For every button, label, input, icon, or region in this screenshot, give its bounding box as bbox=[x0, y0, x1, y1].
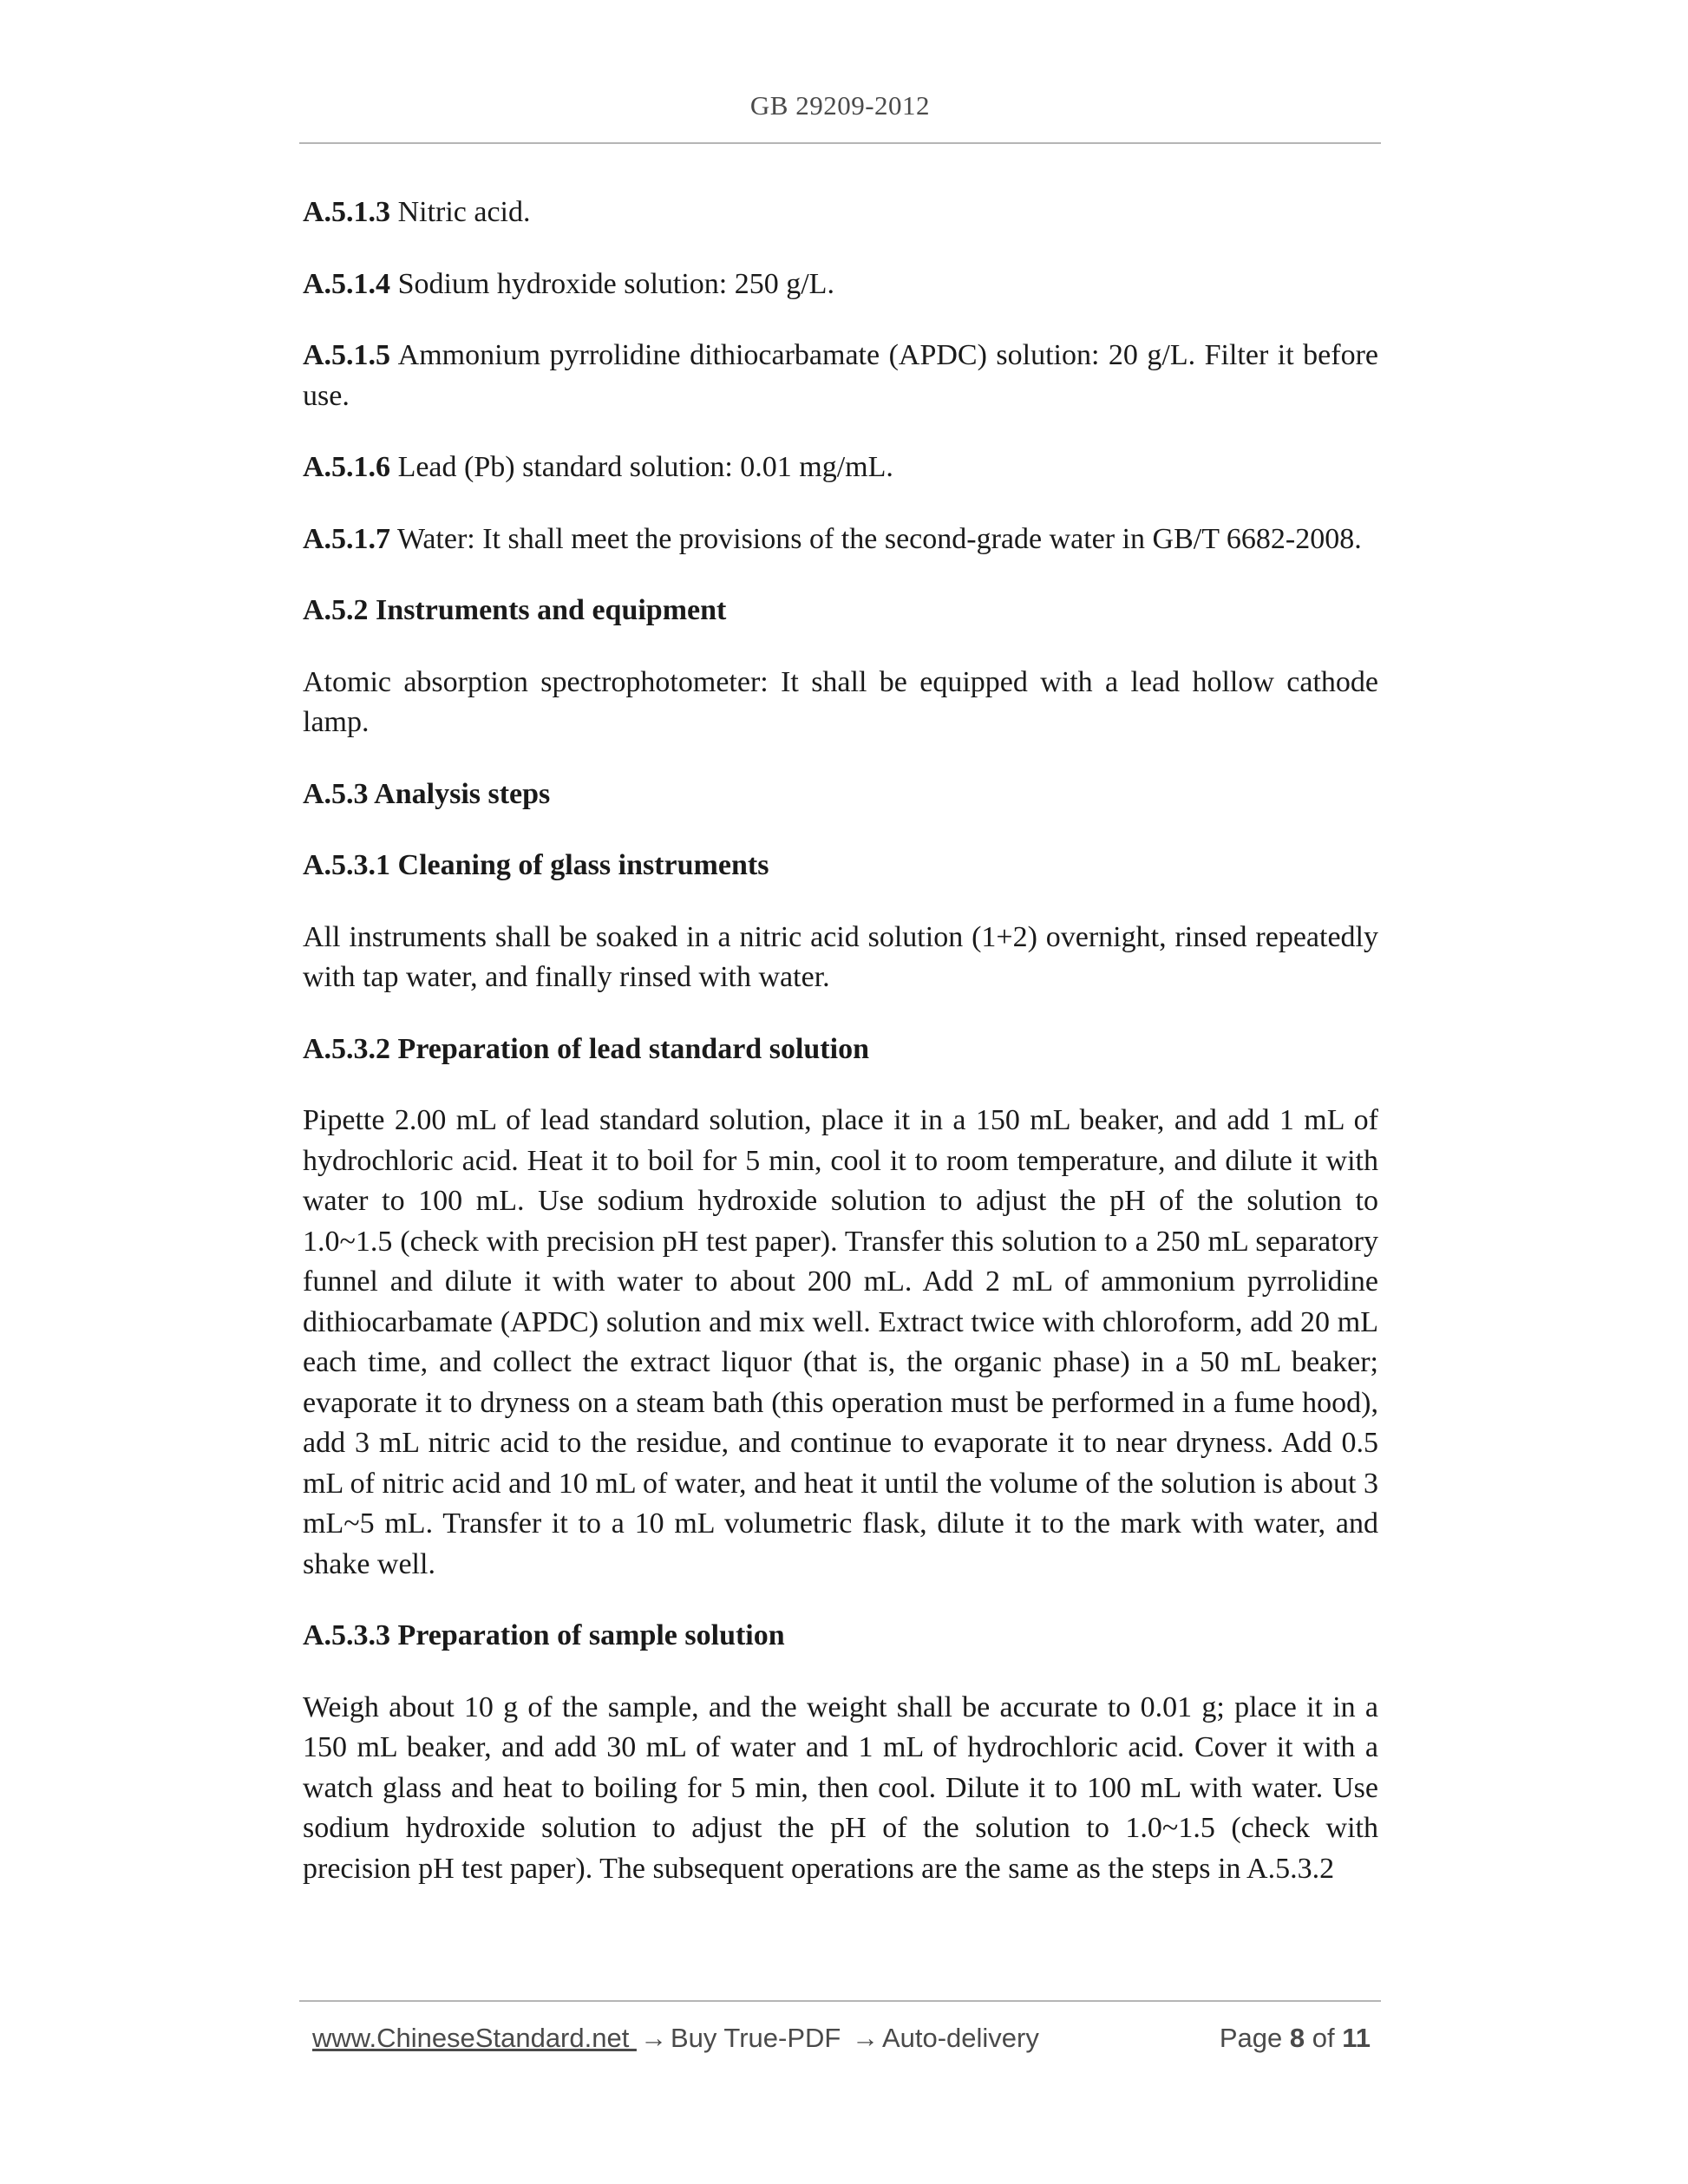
arrow-right-icon: → bbox=[851, 2023, 879, 2053]
section-text: Sodium hydroxide solution: 250 g/L. bbox=[390, 267, 834, 300]
page-total: 11 bbox=[1342, 2023, 1371, 2053]
section-a-5-1-5 bbox=[303, 336, 1378, 416]
lead-standard-heading: A.5.3.2 Preparation of lead standard solution bbox=[303, 1032, 869, 1065]
section-text: Ammonium pyrrolidine dithiocarbamate (APDC) solution: 20 g/L. Filter it before use. bbox=[303, 339, 1378, 412]
analysis-heading: A.5.3 Analysis steps bbox=[303, 777, 551, 810]
sample-solution-text: Weigh about 10 g of the sample, and the weight shall be accurate to 0.01 g; place it in a 150 mL beaker, and add 30 mL of water and 1 mL of hydrochloric acid. Cover it with a watch glass and heat to boiling for 5 min, then cool. Dilute it to 100 mL with water. Use sodium hydroxide solution to adjust the pH of the solution to 1.0~1.5 (check with precision pH test paper). The subsequent operations are the same as the steps in A.5.3.2 bbox=[303, 1690, 1378, 1885]
page-content bbox=[303, 193, 1378, 1920]
section-a-5-1-3 bbox=[303, 193, 1378, 233]
section-number: A.5.1.3 bbox=[303, 196, 391, 228]
section-text: Nitric acid. bbox=[390, 196, 531, 228]
section-a-5-1-6 bbox=[303, 448, 1378, 488]
section-a-5-1-4 bbox=[303, 265, 1378, 305]
instruments-text: Atomic absorption spectrophotometer: It shall be equipped with a lead hollow cathode lamp. bbox=[303, 665, 1378, 738]
page-label: Page bbox=[1219, 2023, 1283, 2053]
cleaning-heading: A.5.3.1 Cleaning of glass instruments bbox=[303, 849, 769, 881]
document-header bbox=[299, 90, 1381, 121]
page-indicator bbox=[1220, 2023, 1371, 2054]
footer-divider bbox=[299, 2000, 1381, 2002]
section-number: A.5.1.5 bbox=[303, 339, 391, 371]
instruments-heading: A.5.2 Instruments and equipment bbox=[303, 594, 727, 626]
section-number: A.5.1.6 bbox=[303, 451, 391, 483]
cleaning-text: All instruments shall be soaked in a nitric acid solution (1+2) overnight, rinsed repeatedly with tap water, and finally rinsed with water. bbox=[303, 920, 1378, 993]
of-label: of bbox=[1312, 2023, 1335, 2053]
section-number: A.5.1.4 bbox=[303, 267, 391, 300]
arrow-right-icon: → bbox=[639, 2023, 667, 2053]
auto-delivery-text: Auto-delivery bbox=[881, 2023, 1039, 2053]
standard-number: GB 29209-2012 bbox=[749, 90, 931, 121]
section-a-5-1-7 bbox=[303, 520, 1378, 560]
sample-solution-heading: A.5.3.3 Preparation of sample solution bbox=[303, 1619, 785, 1651]
section-text: Lead (Pb) standard solution: 0.01 mg/mL. bbox=[390, 451, 893, 483]
buy-pdf-text: Buy True-PDF bbox=[670, 2023, 841, 2053]
section-number: A.5.1.7 bbox=[303, 522, 391, 555]
site-link[interactable]: www.ChineseStandard.net bbox=[312, 2023, 637, 2053]
footer-promo bbox=[312, 2023, 1039, 2054]
page-current: 8 bbox=[1289, 2023, 1305, 2053]
section-text: Water: It shall meet the provisions of the second-grade water in GB/T 6682-2008. bbox=[390, 522, 1362, 555]
header-divider bbox=[299, 142, 1381, 144]
page-footer bbox=[312, 2023, 1371, 2061]
lead-standard-text: Pipette 2.00 mL of lead standard solution, place it in a 150 mL beaker, and add 1 mL of hydrochloric acid. Heat it to boil for 5 min, cool it to room temperature, and dilute it with water to 100 mL. Use sodium hydroxide solution to adjust the pH of the solution to 1.0~1.5 (check with precision pH test paper). Transfer this solution to a 250 mL separatory funnel and dilute it with water to about 200 mL. Add 2 mL of ammonium pyrrolidine dithiocarbamate (APDC) solution and mix well. Extract twice with chloroform, add 20 mL each time, and collect the extract liquor (that is, the organic phase) in a 50 mL beaker; evaporate it to dryness on a steam bath (this operation must be performed in a fume hood), add 3 mL nitric acid to the residue, and continue to evaporate it to near dryness. Add 0.5 mL of nitric acid and 10 mL of water, and heat it until the volume of the solution is about 3 mL~5 mL. Transfer it to a 10 mL volumetric flask, dilute it to the mark with water, and shake well. bbox=[303, 1104, 1378, 1580]
